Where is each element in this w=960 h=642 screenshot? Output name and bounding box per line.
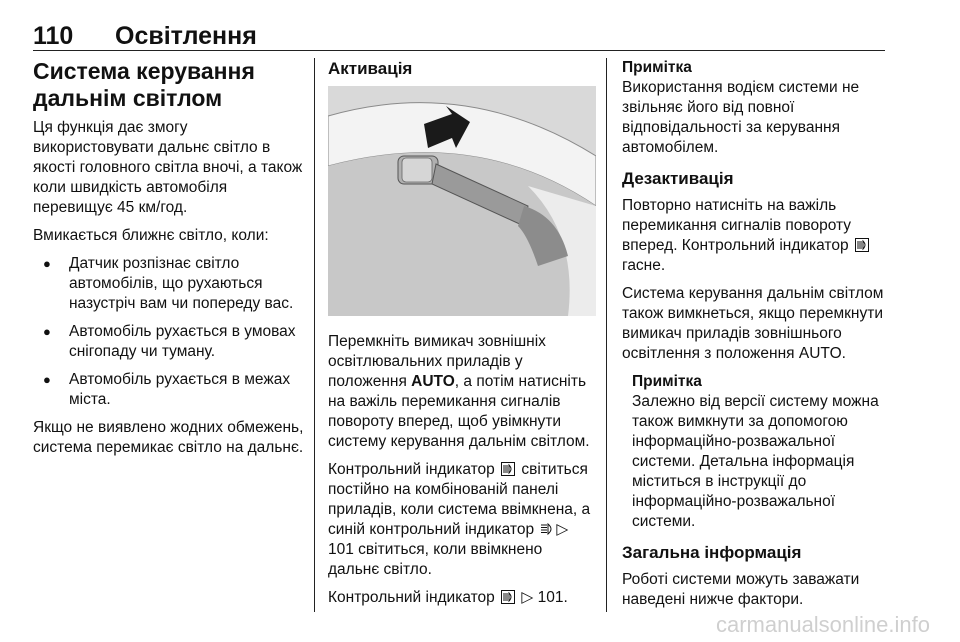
note-block — [622, 58, 890, 158]
watermark: carmanualsonline.info — [715, 612, 930, 637]
high-beam-assist-icon — [501, 590, 515, 604]
section-title: Освітлення — [115, 22, 257, 50]
note-text: Залежно від версії систему можна також вимкнути за допомогою інформаційно-розважальної системи. Детальна інформація міститься в інструкції до інформаційно-розважальної системи. — [632, 393, 879, 530]
page-reference[interactable]: 101 — [537, 589, 564, 606]
indicator-paragraph: Контрольний індикатор світиться постійно на комбінованій панелі приладів, коли система ввімкнена, а синій контрольний індикатор ▷ 101 світиться, коли ввімкнено дальнє світло. — [328, 461, 591, 578]
column-divider — [314, 58, 315, 612]
high-beam-assist-icon — [855, 238, 869, 252]
section-heading: Система керування дальнім світлом — [33, 58, 255, 111]
list-item: ● Автомобіль рухається в умовах снігопаду чи туману. — [33, 322, 305, 362]
column-1 — [33, 58, 305, 466]
header-divider — [33, 50, 885, 51]
page-ref-icon: ▷ — [521, 589, 534, 606]
conditions-lead: Вмикається ближнє світло, коли: — [33, 227, 269, 244]
deactivation-heading: Дезактивація — [622, 169, 734, 188]
note-text: Використання водієм системи не звільняє його від повної відповідальності за керування автомобілем. — [622, 79, 860, 156]
stalk-illustration — [328, 86, 596, 316]
page-header — [33, 22, 885, 52]
activation-heading: Активація — [328, 59, 413, 78]
general-info-paragraph: Роботі системи можуть заважати наведені нижче фактори. — [622, 571, 860, 608]
list-item: ● Автомобіль рухається в межах міста. — [33, 370, 305, 410]
column-3 — [622, 58, 890, 618]
closing-paragraph: Якщо не виявлено жодних обмежень, система перемикає світло на дальнє. — [33, 419, 304, 456]
high-beam-icon — [540, 522, 554, 536]
general-info-heading: Загальна інформація — [622, 543, 802, 562]
list-item: ● Датчик розпізнає світло автомобілів, що рухаються назустріч вам чи попереду вас. — [33, 254, 305, 314]
note-heading: Примітка — [632, 373, 702, 390]
deactivation-auto-paragraph: Система керування дальнім світлом також вимкнеться, якщо перемкнути вимикач приладів зовнішнього освітлення з положення AUTO. — [622, 285, 884, 362]
page-number: 110 — [33, 22, 74, 50]
deactivation-paragraph: Повторно натисніть на важіль перемикання сигналів повороту вперед. Контрольний індикатор гасне. — [622, 196, 890, 276]
page-reference[interactable]: 101 — [328, 541, 354, 558]
indicator-reference-paragraph: Контрольний індикатор ▷ 101. — [328, 589, 568, 606]
activation-paragraph: Перемкніть вимикач зовнішніх освітлювальних приладів у положення AUTO, а потім натисніть на важіль перемикання сигналів повороту вперед, щоб увімкнути систему керування дальнім світлом. — [328, 333, 590, 450]
auto-position-label: AUTO — [411, 373, 455, 390]
high-beam-assist-icon — [501, 462, 515, 476]
note-heading: Примітка — [622, 59, 692, 76]
intro-paragraph: Ця функція дає змогу використовувати дальнє світло в якості головного світла вночі, а також коли швидкість автомобіля перевищує 45 км/год. — [33, 119, 303, 216]
column-2 — [328, 58, 596, 616]
note-block — [622, 372, 890, 532]
conditions-list — [33, 254, 305, 410]
column-divider — [606, 58, 607, 612]
page-ref-icon: ▷ — [556, 521, 569, 538]
